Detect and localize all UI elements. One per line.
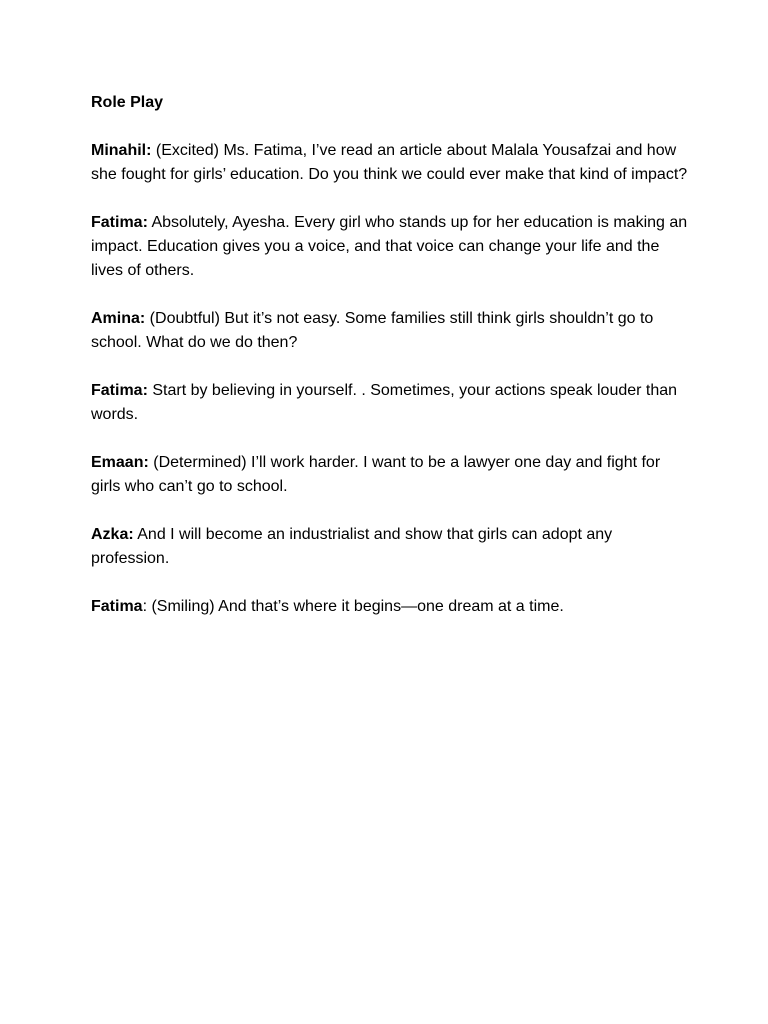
dialogue-text: And I will become an industrialist and show that girls can adopt any profession. bbox=[91, 526, 613, 567]
dialogue-text: (Determined) I’ll work harder. I want to be a lawyer one day and fight for girls who can’t go to school. bbox=[91, 454, 661, 495]
dialogue-text: (Excited) Ms. Fatima, I’ve read an article about Malala Yousafzai and how she fought for girls’ education. Do you think we could ever make that kind of impact? bbox=[91, 142, 688, 183]
speaker-name: Fatima bbox=[91, 598, 143, 615]
dialogue-line bbox=[91, 595, 691, 619]
dialogue-line bbox=[91, 379, 691, 427]
dialogue-text: : (Smiling) And that’s where it begins—one dream at a time. bbox=[142, 598, 564, 615]
document-body bbox=[91, 91, 691, 643]
dialogue-line bbox=[91, 307, 691, 355]
document-title: Role Play bbox=[91, 94, 164, 111]
speaker-name: Azka: bbox=[91, 526, 134, 543]
dialogue-text: Absolutely, Ayesha. Every girl who stands up for her education is making an impact. Education gives you a voice, and that voice can change your life and the lives of others. bbox=[91, 214, 688, 279]
speaker-name: Minahil: bbox=[91, 142, 152, 159]
dialogue-text: Start by believing in yourself. . Sometimes, your actions speak louder than words. bbox=[91, 382, 678, 423]
dialogue-line bbox=[91, 451, 691, 499]
dialogue-line bbox=[91, 139, 691, 187]
dialogue-line bbox=[91, 523, 691, 571]
speaker-name: Fatima: bbox=[91, 214, 148, 231]
dialogue-line bbox=[91, 211, 691, 283]
speaker-name: Fatima: bbox=[91, 382, 148, 399]
speaker-name: Emaan: bbox=[91, 454, 149, 471]
dialogue-text: (Doubtful) But it’s not easy. Some families still think girls shouldn’t go to school. What do we do then? bbox=[91, 310, 654, 351]
speaker-name: Amina: bbox=[91, 310, 146, 327]
